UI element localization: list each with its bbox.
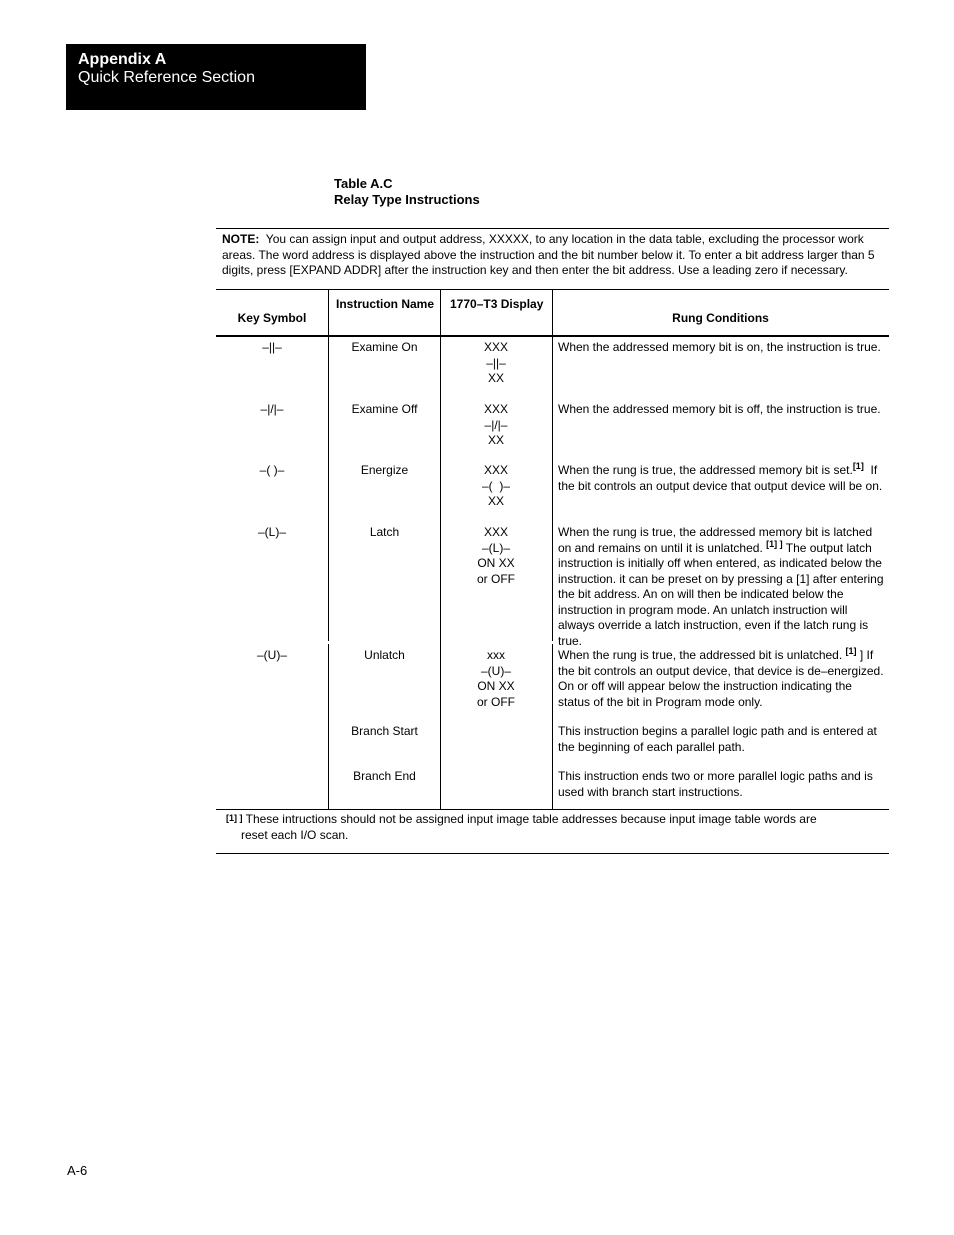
rule-header-bottom xyxy=(216,335,889,337)
appendix-title: Appendix A xyxy=(78,51,167,68)
key-symbol: –( )– xyxy=(259,463,285,477)
table-footnote xyxy=(226,812,826,843)
footnote-marker: [1] ] xyxy=(226,813,243,823)
footnote-ref: [1] ] xyxy=(766,538,783,549)
key-symbol: –||– xyxy=(262,340,282,354)
rung-condition xyxy=(558,648,884,710)
display-line: XXX xyxy=(483,340,508,354)
instruction-name: Energize xyxy=(360,463,409,477)
rung-text: When the rung is true, the addressed memory bit is latched on and remains on until it is unlatched. xyxy=(558,525,873,555)
display-line: XXX xyxy=(483,525,508,539)
display-line: XXX xyxy=(483,463,508,477)
column-divider xyxy=(552,289,553,641)
column-header-display: 1770–T3 Display xyxy=(450,297,544,311)
footnote-ref: [1] xyxy=(852,461,864,471)
page-number: A-6 xyxy=(67,1163,88,1178)
rung-condition: When the addressed memory bit is on, the instruction is true. xyxy=(558,340,881,354)
chapter-header xyxy=(66,44,366,110)
rung-condition: When the addressed memory bit is off, the instruction is true. xyxy=(558,402,881,416)
section-title: Quick Reference Section xyxy=(78,69,255,86)
display-cell xyxy=(441,340,551,387)
table-number: Table A.C xyxy=(334,176,393,191)
rung-condition xyxy=(558,463,884,494)
display-line: –(U)– xyxy=(480,663,511,678)
footnote-ref: [1] xyxy=(845,646,857,656)
table-title: Relay Type Instructions xyxy=(334,192,480,207)
rung-text: When the rung is true, the addressed memory bit is set. xyxy=(558,463,853,477)
display-line: ON XX xyxy=(477,556,515,570)
note-label: NOTE: xyxy=(222,232,260,246)
display-line: –( )– xyxy=(481,478,510,493)
instruction-name: Examine Off xyxy=(351,402,418,416)
rung-condition: This instruction ends two or more parallel logic paths and is used with branch start instructions. xyxy=(558,769,873,799)
display-cell xyxy=(441,402,551,449)
display-line: –|/|– xyxy=(484,417,508,432)
rung-text: If the bit controls an output device that output device will be on. xyxy=(558,463,883,493)
rule-footnote-top xyxy=(216,809,889,810)
display-line: XX xyxy=(487,494,504,508)
key-symbol: –(L)– xyxy=(257,525,286,539)
display-line: or OFF xyxy=(477,571,515,586)
display-line: xxx xyxy=(487,648,505,662)
rule-bottom xyxy=(216,853,889,854)
column-header-key-symbol: Key Symbol xyxy=(237,311,307,325)
display-line: XXX xyxy=(483,402,508,416)
table-caption xyxy=(334,176,480,208)
table-note xyxy=(222,232,886,279)
display-line: –(L)– xyxy=(481,540,510,555)
instruction-name: Branch End xyxy=(353,769,416,783)
key-symbol: –|/|– xyxy=(260,402,284,416)
rung-text: ] If the bit controls an output device, that device is de–energized. On or off will appear below the instruction indicating the status of the bit in Program mode only. xyxy=(558,648,884,709)
key-symbol: –(U)– xyxy=(256,648,287,662)
display-line: XX xyxy=(487,371,504,385)
instruction-name: Branch Start xyxy=(351,724,418,738)
display-line: XX xyxy=(487,433,504,447)
display-cell xyxy=(441,648,551,710)
display-cell xyxy=(441,525,551,587)
instruction-name: Latch xyxy=(369,525,400,539)
rung-condition xyxy=(558,525,884,649)
rung-text: When the rung is true, the addressed bit is unlatched. xyxy=(558,648,846,662)
instruction-name: Unlatch xyxy=(364,648,405,662)
display-line: ON XX xyxy=(477,679,515,693)
display-cell xyxy=(441,463,551,510)
rung-text: The output latch instruction is initially off when entered, as indicated below the instruction. it can be preset on by pressing a [1] after entering the bit address. An on will then be indicated below the instruction in program mode. An unlatch instruction will always override a latch instruction, even if the latch rung is true. xyxy=(558,540,884,648)
column-header-rung-conditions: Rung Conditions xyxy=(672,311,769,325)
note-text: You can assign input and output address, XXXXX, to any location in the data table, excluding the processor work areas. The word address is displayed above the instruction and the bit number below it. To enter a bit address larger than 5 digits, press [EXPAND ADDR] after the instruction key and then enter the bit address. Use a leading zero if necessary. xyxy=(222,232,875,277)
footnote-text: reset each I/O scan. xyxy=(241,827,349,842)
rung-condition: This instruction begins a parallel logic path and is entered at the beginning of each parallel path. xyxy=(558,724,877,754)
rule-top xyxy=(216,228,889,229)
display-line: –||– xyxy=(486,355,506,370)
instruction-name: Examine On xyxy=(351,340,418,354)
column-header-instruction-name: Instruction Name xyxy=(336,297,435,311)
footnote-text: These intructions should not be assigned input image table addresses because input image table words are xyxy=(245,812,817,826)
display-line: or OFF xyxy=(477,694,515,709)
column-divider xyxy=(552,644,553,809)
